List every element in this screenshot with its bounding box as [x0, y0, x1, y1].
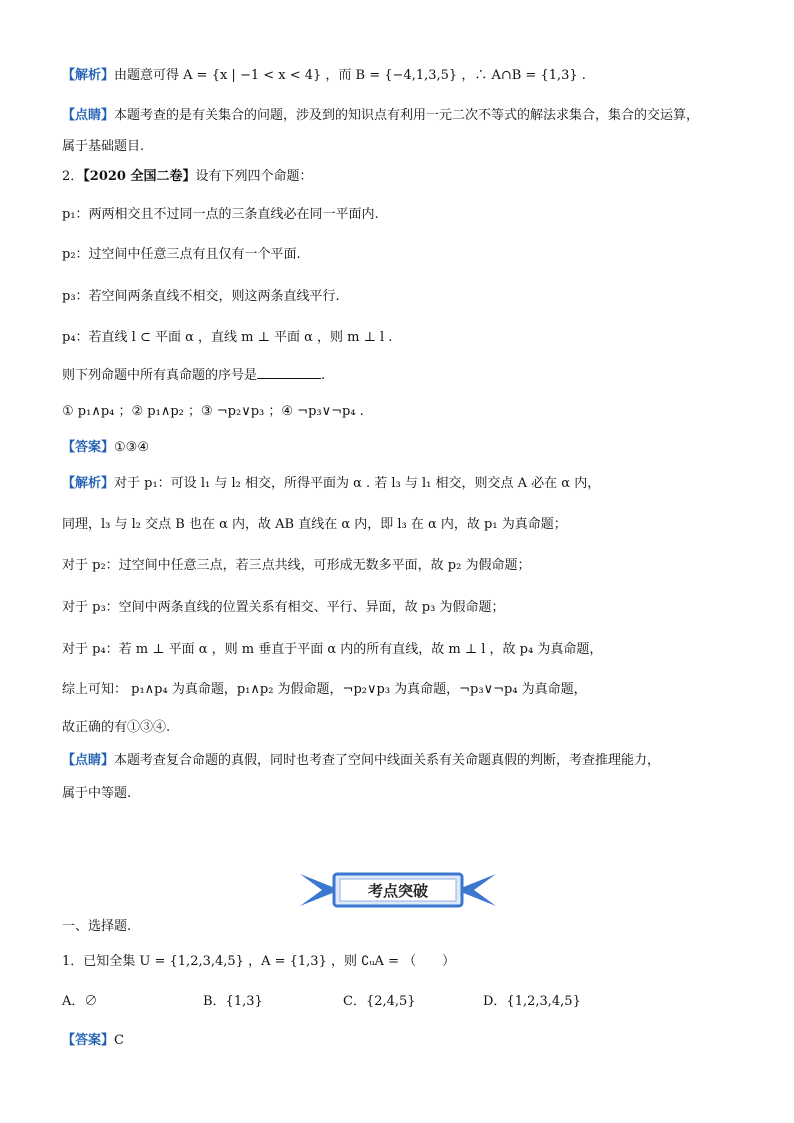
choice-answer-line [62, 1031, 124, 1051]
question-2-header [62, 167, 313, 187]
analysis-line-1 [62, 474, 600, 494]
banner-title: 考点突破 [367, 882, 429, 900]
comment-tag: 【点睛】 [62, 108, 115, 123]
choice-c: C．{2,4,5} [343, 994, 416, 1009]
analysis-line-7: 故正确的有①③④. [62, 720, 171, 735]
proposition-p1: p₁：两两相交且不过同一点的三条直线必在同一平面内. [62, 207, 379, 222]
comment-text-1: 本题考查的是有关集合的问题，涉及到的知识点有利用一元二次不等式的解法求集合，集合的交运算， [114, 108, 700, 123]
analysis-text-1: 对于 p₁：可设 l₁ 与 l₂ 相交，所得平面为 α . 若 l₃ 与 l₁ 相交，则交点 A 必在 α 内， [114, 476, 601, 491]
choice-b: B．{1,3} [203, 994, 263, 1009]
analysis-line [62, 66, 586, 86]
answer-line [62, 438, 149, 458]
comment-text-1: 本题考查复合命题的真假，同时也考查了空间中线面关系有关命题真假的判断，考查推理能力， [114, 753, 661, 768]
comment-line-2: 属于中等题. [62, 786, 132, 801]
comment-line-2: 属于基础题目. [62, 139, 145, 154]
answer-value: ①③④ [114, 440, 149, 455]
answer-tag: 【答案】 [62, 440, 115, 455]
question-stem: 设有下列四个命题： [195, 169, 313, 184]
question-source: 【2020 全国二卷】 [83, 169, 196, 184]
choice-d: D．{1,2,3,4,5} [483, 994, 581, 1009]
proposition-p3: p₃：若空间两条直线不相交，则这两条直线平行. [62, 289, 340, 304]
analysis-tag: 【解析】 [62, 476, 115, 491]
question-options: ① p₁∧p₄ ；② p₁∧p₂ ；③ ¬p₂∨p₃ ；④ ¬p₃∨¬p₄ . [62, 404, 364, 419]
analysis-tag: 【解析】 [62, 68, 115, 83]
analysis-line-3: 对于 p₂：过空间中任意三点，若三点共线，可形成无数多平面，故 p₂ 为假命题； [62, 558, 531, 573]
question-number: 2． [62, 169, 84, 184]
analysis-line-2: 同理，l₃ 与 l₂ 交点 B 也在 α 内，故 AB 直线在 α 内，即 l₃ 在 α 内，故 p₁ 为真命题； [62, 517, 567, 532]
ask-end: . [321, 368, 326, 383]
analysis-text: 由题意可得 A = {x | −1 < x < 4} ，而 B = {−4,1,3,5} ，∴ A∩B = {1,3} . [114, 68, 586, 83]
proposition-p2: p₂：过空间中任意三点有且仅有一个平面. [62, 247, 301, 262]
answer-blank [257, 366, 321, 379]
analysis-line-6: 综上可知： p₁∧p₄ 为真命题，p₁∧p₂ 为假命题，¬p₂∨p₃ 为真命题，¬p₃∨¬p₄ 为真命题， [62, 682, 587, 697]
choice-question-1: 1．已知全集 U = {1,2,3,4,5} ，A = {1,3} ，则 ∁ᵤA = （ ） [62, 954, 456, 969]
ask-text: 则下列命题中所有真命题的序号是 [62, 368, 258, 383]
section-heading: 一、选择题. [62, 919, 132, 934]
choice-a: A．∅ [62, 994, 98, 1009]
comment-line-1 [62, 751, 660, 771]
analysis-line-4: 对于 p₃：空间中两条直线的位置关系有相交、平行、异面，故 p₃ 为假命题； [62, 600, 505, 615]
answer-value: C [114, 1033, 124, 1048]
proposition-p4: p₄：若直线 l ⊂ 平面 α ，直线 m ⊥ 平面 α ，则 m ⊥ l . [62, 330, 393, 345]
comment-tag: 【点睛】 [62, 753, 115, 768]
comment-line-1 [62, 106, 699, 126]
question-ask [62, 366, 325, 386]
analysis-line-5: 对于 p₄：若 m ⊥ 平面 α ，则 m 垂直于平面 α 内的所有直线，故 m ⊥ l ，故 p₄ 为真命题， [62, 642, 603, 657]
answer-tag: 【答案】 [62, 1033, 115, 1048]
section-banner [300, 870, 496, 910]
